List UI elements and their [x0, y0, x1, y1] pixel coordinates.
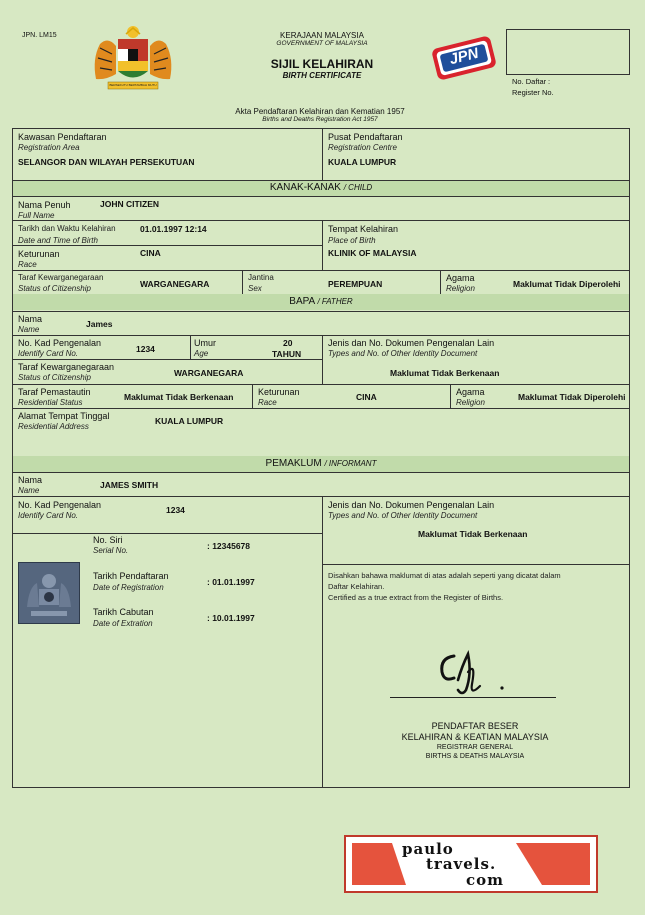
child-race-value: CINA: [140, 248, 161, 258]
father-age-label: Umur: [194, 338, 216, 348]
register-no-colon: :: [548, 77, 551, 86]
father-race-label-en: Race: [258, 398, 277, 407]
informant-doc-value: Maklumat Tidak Berkenaan: [418, 529, 528, 539]
father-residential-label: Taraf Pemastautin: [18, 387, 91, 397]
child-section-header: KANAK-KANAK / CHILD: [13, 180, 629, 196]
registrar-dept-en: BIRTHS & DEATHS MALAYSIA: [425, 753, 525, 760]
informant-section-header: PEMAKLUM / INFORMANT: [13, 456, 629, 472]
register-number-box: [506, 29, 630, 75]
father-religion-value: Maklumat Tidak Diperolehi: [518, 392, 626, 402]
informant-ic-label: No. Kad Pengenalan: [18, 500, 102, 510]
register-no-en: Register No.: [512, 88, 554, 97]
extdate-label: Tarikh Cabutan: [93, 607, 154, 617]
regdate-label-en: Date of Registration: [93, 583, 164, 592]
registrar-dept: KELAHIRAN & KEATIAN MALAYSIA: [401, 732, 549, 742]
title-en: BIRTH CERTIFICATE: [282, 71, 362, 80]
form-code: JPN. LM15: [22, 32, 57, 39]
informant-name-label-en: Name: [18, 486, 40, 495]
father-ic-value: 1234: [136, 344, 155, 354]
informant-ic-value: 1234: [166, 505, 185, 515]
reg-centre-label: Pusat Pendaftaran: [328, 132, 403, 142]
serial-value: : 12345678: [207, 541, 251, 551]
father-age-unit: TAHUN: [272, 349, 302, 359]
pob-label-en: Place of Birth: [328, 236, 376, 245]
signature-icon: [432, 644, 512, 700]
father-age-label-en: Age: [194, 349, 209, 358]
jpn-logo-icon: [428, 30, 500, 86]
father-residential-label-en: Residential Status: [18, 398, 83, 407]
pob-value: KLINIK OF MALAYSIA: [328, 248, 417, 258]
watermark-line1: paulo: [402, 840, 454, 858]
certify-line1: Disahkan bahawa maklumat di atas adalah seperti yang dicatat dalam: [328, 571, 561, 580]
reg-area-label-en: Registration Area: [18, 143, 80, 152]
father-address-value: KUALA LUMPUR: [155, 416, 224, 426]
dob-label: Tarikh dan Waktu Kelahiran: [18, 224, 116, 233]
child-citizenship-label: Taraf Kewarganegaraan: [18, 273, 104, 282]
reg-area-value: SELANGOR DAN WILAYAH PERSEKUTUAN: [18, 157, 195, 167]
serial-label-en: Serial No.: [93, 546, 129, 555]
father-ic-label-en: Identify Card No.: [18, 349, 79, 358]
crest-motto: BERSEKUTU BERTAMBAH MUTU: [109, 83, 157, 87]
child-race-label: Keturunan: [18, 249, 60, 259]
father-religion-label-en: Religion: [456, 398, 485, 407]
register-no-my: No. Daftar: [512, 77, 547, 86]
extdate-label-en: Date of Extration: [93, 619, 153, 628]
father-name-value: James: [86, 319, 113, 329]
registrar-title: PENDAFTAR BESER: [431, 721, 519, 731]
jpn-logo-text: JPN: [447, 44, 481, 69]
father-doc-label-en: Types and No. of Other Identity Document: [328, 349, 478, 358]
act-my: Akta Pendaftaran Kelahiran dan Kematian 1957: [235, 107, 405, 116]
father-age-value: 20: [283, 338, 293, 348]
father-name-label: Nama: [18, 314, 43, 324]
informant-doc-label-en: Types and No. of Other Identity Document: [328, 511, 478, 520]
father-citizenship-label: Taraf Kewarganegaraan: [18, 362, 115, 372]
reg-centre-label-en: Registration Centre: [328, 143, 397, 152]
gov-my: KERAJAAN MALAYSIA: [280, 31, 364, 40]
father-ic-label: No. Kad Pengenalan: [18, 338, 102, 348]
father-doc-label: Jenis dan No. Dokumen Pengenalan Lain: [328, 338, 495, 348]
father-race-label: Keturunan: [258, 387, 300, 397]
child-citizenship-label-en: Status of Citizenship: [18, 284, 91, 293]
father-address-label-en: Residential Address: [18, 422, 89, 431]
paulo-travels-watermark: [344, 835, 598, 893]
coat-of-arms-icon: [86, 24, 180, 92]
sex-value: PEREMPUAN: [328, 279, 383, 289]
child-name-label: Nama Penuh: [18, 200, 71, 210]
regdate-label: Tarikh Pendaftaran: [93, 571, 169, 581]
serial-label: No. Siri: [93, 535, 123, 545]
father-doc-value: Maklumat Tidak Berkenaan: [390, 368, 500, 378]
certify-line2: Daftar Kelahiran.: [328, 582, 385, 591]
child-race-label-en: Race: [18, 260, 37, 269]
hologram-seal-icon: [18, 562, 80, 624]
certify-line3: Certified as a true extract from the Register of Births.: [328, 593, 504, 602]
dob-label-en: Date and Time of Birth: [18, 236, 98, 245]
sex-label: Jantina: [248, 273, 274, 282]
sex-label-en: Sex: [248, 284, 262, 293]
child-religion-label-en: Religion: [446, 284, 475, 293]
informant-name-label: Nama: [18, 475, 43, 485]
reg-area-label: Kawasan Pendaftaran: [18, 132, 107, 142]
father-race-value: CINA: [356, 392, 377, 402]
act-en: Births and Deaths Registration Act 1957: [262, 116, 378, 123]
extdate-value: : 10.01.1997: [207, 613, 255, 623]
informant-doc-label: Jenis dan No. Dokumen Pengenalan Lain: [328, 500, 495, 510]
gov-en: GOVERNMENT OF MALAYSIA: [276, 40, 368, 47]
child-citizenship-value: WARGANEGARA: [140, 279, 210, 289]
dob-value: 01.01.1997 12:14: [140, 224, 207, 234]
child-religion-label: Agama: [446, 273, 475, 283]
regdate-value: : 01.01.1997: [207, 577, 255, 587]
father-section-header: BAPA / FATHER: [13, 294, 629, 310]
registrar-title-en: REGISTRAR GENERAL: [436, 744, 514, 751]
pob-label: Tempat Kelahiran: [328, 224, 399, 234]
child-religion-value: Maklumat Tidak Diperolehi: [513, 279, 621, 289]
title-my: SIJIL KELAHIRAN: [270, 57, 374, 71]
child-name-label-en: Full Name: [18, 211, 55, 220]
father-name-label-en: Name: [18, 325, 40, 334]
informant-name-value: JAMES SMITH: [100, 480, 159, 490]
father-religion-label: Agama: [456, 387, 485, 397]
child-name-value: JOHN CITIZEN: [100, 199, 160, 209]
father-citizenship-label-en: Status of Citizenship: [18, 373, 91, 382]
father-citizenship-value: WARGANEGARA: [174, 368, 244, 378]
reg-centre-value: KUALA LUMPUR: [328, 157, 397, 167]
father-address-label: Alamat Tempat Tinggal: [18, 411, 110, 421]
watermark-line3: com: [466, 871, 505, 889]
father-residential-value: Maklumat Tidak Berkenaan: [124, 392, 234, 402]
watermark-line2: travels.: [426, 855, 497, 873]
informant-ic-label-en: Identify Card No.: [18, 511, 79, 520]
